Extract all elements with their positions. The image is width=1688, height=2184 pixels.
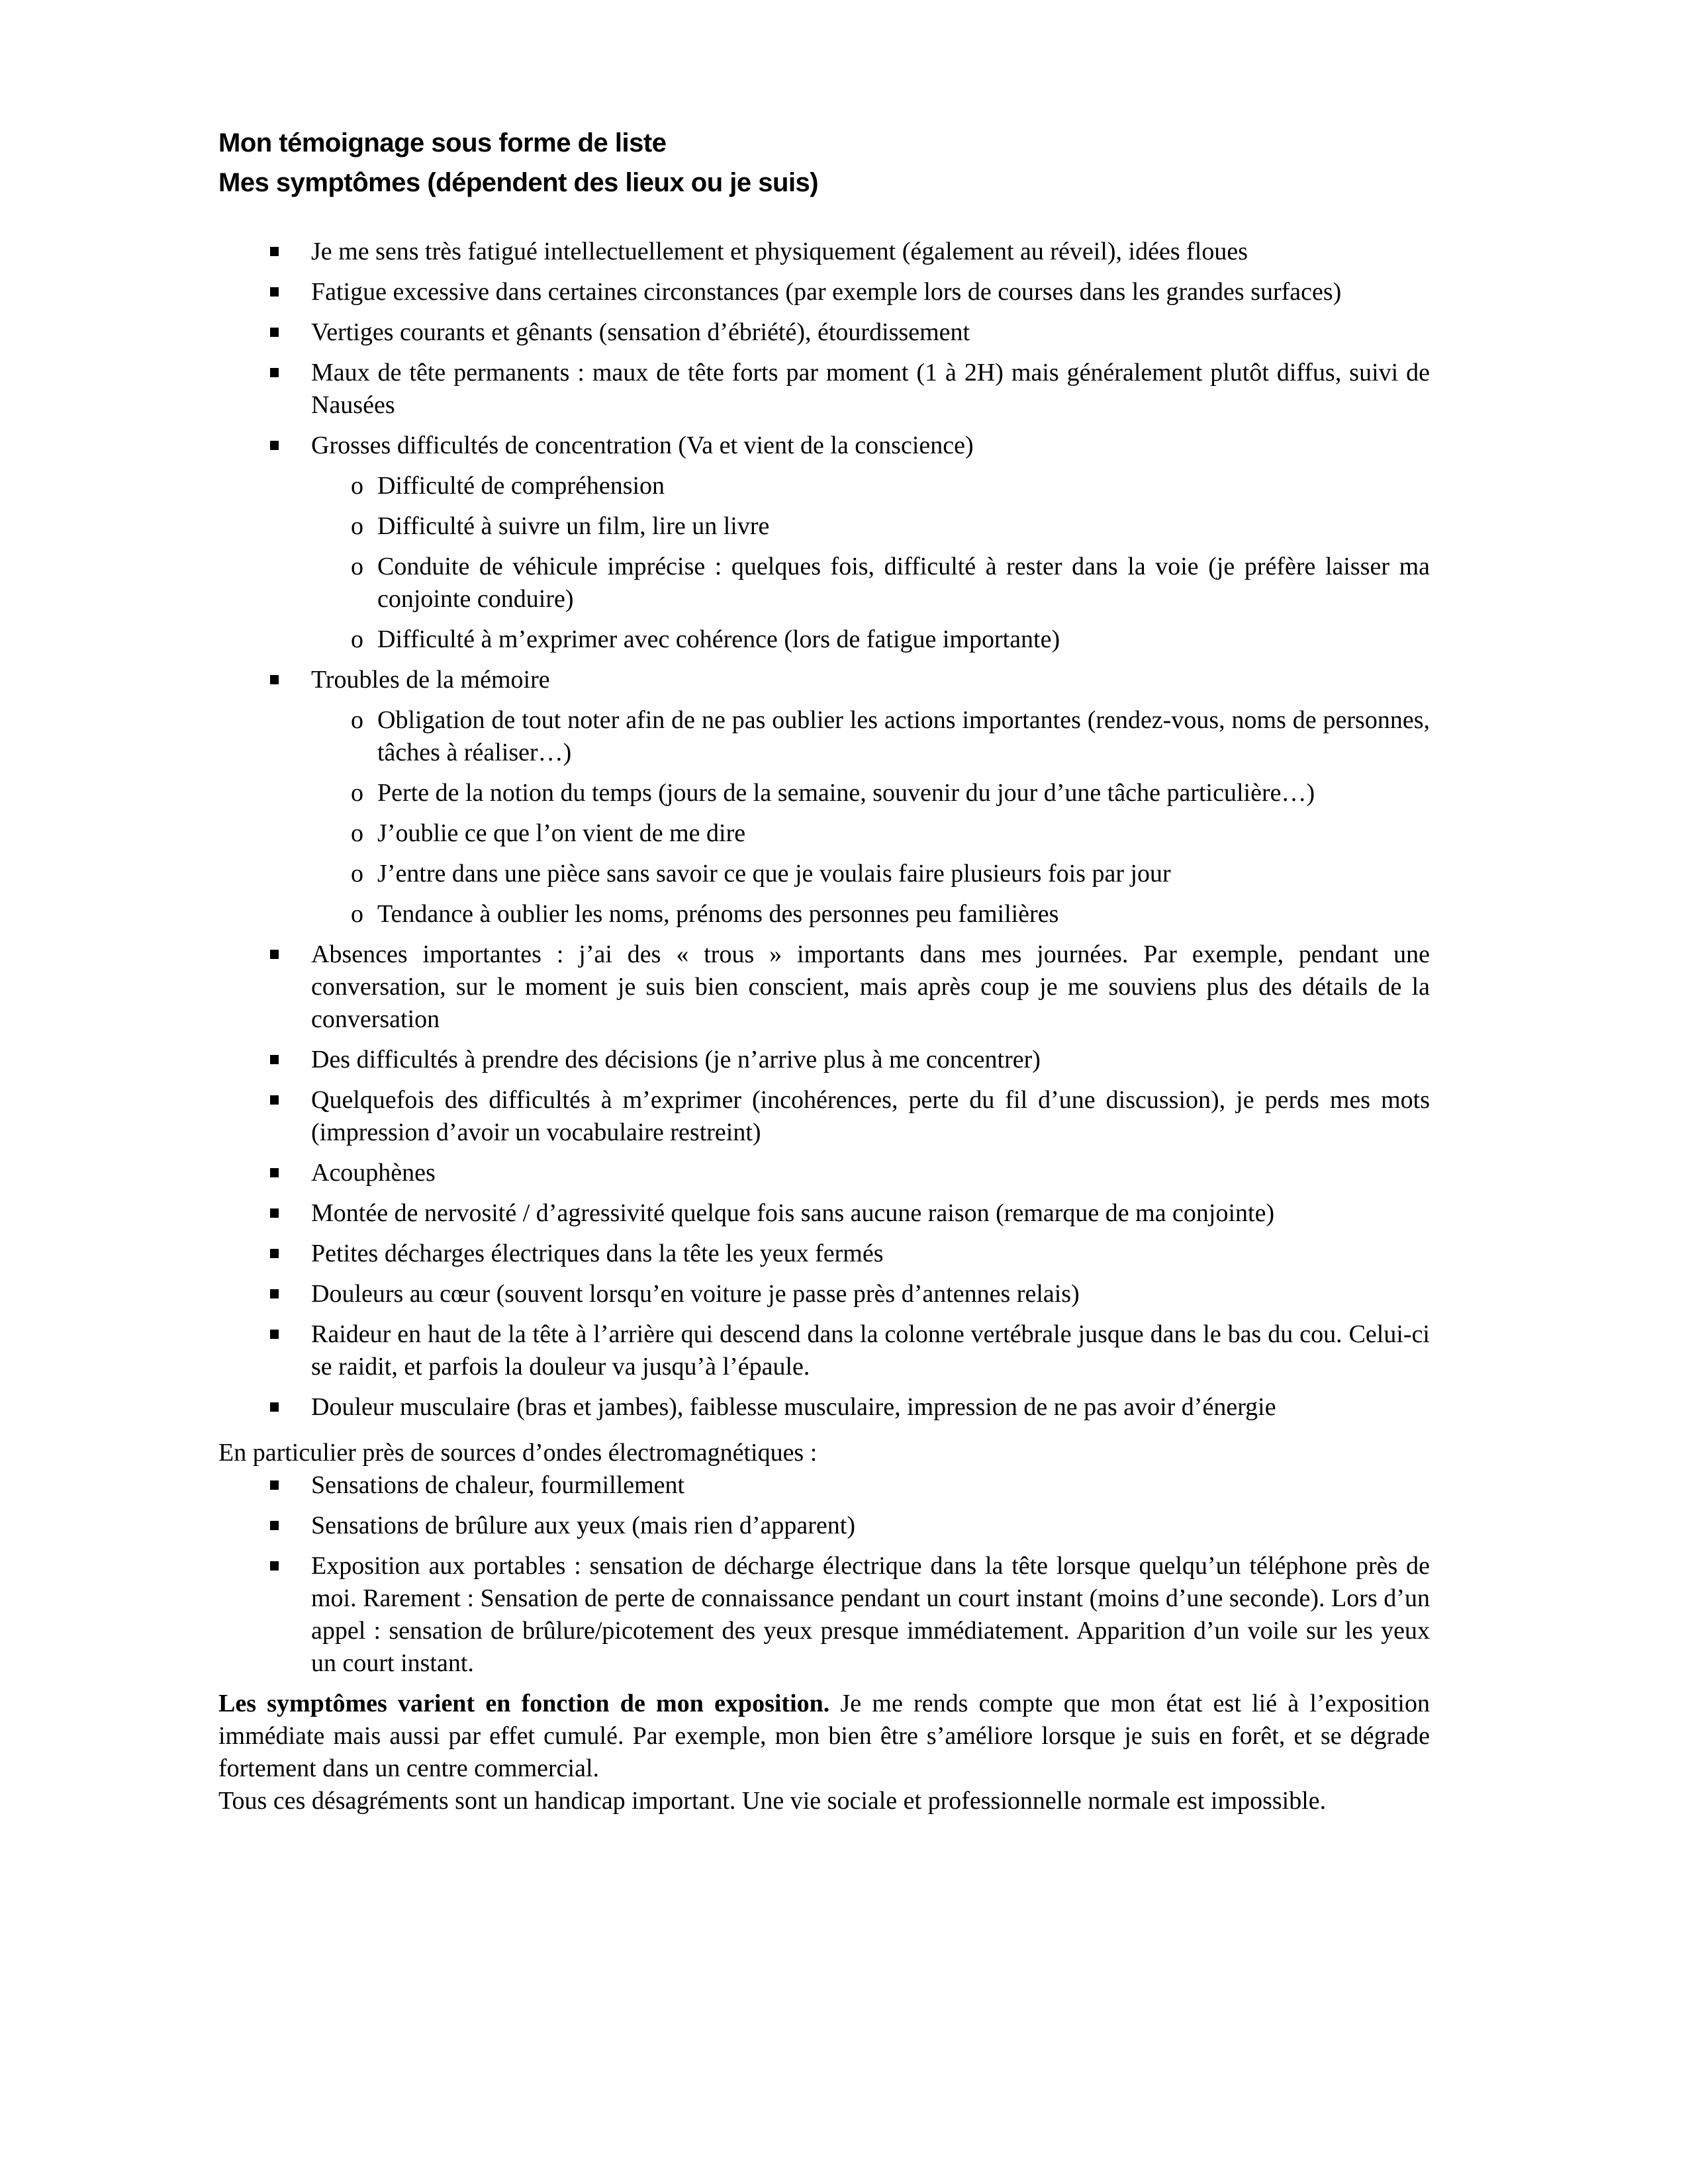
symptom-text: Fatigue excessive dans certaines circonstances (par exemple lors de courses dans les grandes surfaces): [311, 278, 1342, 306]
em-symptom-item: [218, 1510, 1430, 1542]
symptom-list: [218, 236, 1430, 1424]
symptom-text: Raideur en haut de la tête à l’arrière qui descend dans la colonne vertébrale jusque dans le bas du cou. Celui-ci se raidit, et parfois la douleur va jusqu’à l’épaule.: [311, 1320, 1430, 1381]
symptom-text: Je me sens très fatigué intellectuellement et physiquement (également au réveil), idées floues: [311, 238, 1248, 265]
sub-symptom-item: [311, 817, 1430, 850]
exposition-paragraph-text: Je me rends compte que mon état est lié à l’exposition immédiate mais aussi par effet cumulé. Par exemple, mon bien être s’améliore lorsque je suis en forêt, et se dégrade fortement dans un centre commercial.: [218, 1690, 1430, 1782]
sub-symptom-text: Obligation de tout noter afin de ne pas oublier les actions importantes (rendez-vous, noms de personnes, tâches à réaliser…): [377, 706, 1430, 766]
em-symptom-text: Exposition aux portables : sensation de décharge électrique dans la tête lorsque quelqu’un téléphone près de moi. Rarement : Sensation de perte de connaissance pendant un court instant (moins d’une seconde). Lors d’un appel : sensation de brûlure/picotement des yeux presque immédiatement. Apparition d’un voile sur les yeux un court instant.: [311, 1552, 1430, 1677]
symptom-text: Vertiges courants et gênants (sensation d’ébriété), étourdissement: [311, 318, 970, 346]
symptom-text: Acouphènes: [311, 1159, 436, 1187]
sub-symptom-text: J’entre dans une pièce sans savoir ce que je voulais faire plusieurs fois par jour: [377, 860, 1171, 887]
em-symptom-text: Sensations de brûlure aux yeux (mais rien d’apparent): [311, 1512, 856, 1539]
square-bullet-icon: [270, 1208, 279, 1218]
symptom-item: [218, 1278, 1430, 1310]
square-bullet-icon: [270, 368, 279, 377]
circle-bullet-icon: o: [351, 472, 363, 500]
symptom-item: [218, 1391, 1430, 1424]
symptom-text: Absences importantes : j’ai des « trous » importants dans mes journées. Par exemple, pendant une conversation, sur le moment je suis bien conscient, mais après coup je me souviens plus des détails de la conversation: [311, 940, 1430, 1033]
square-bullet-icon: [270, 950, 279, 959]
sub-symptom-item: [311, 704, 1430, 769]
symptom-item: [218, 316, 1430, 349]
square-bullet-icon: [270, 1561, 279, 1570]
circle-bullet-icon: o: [351, 512, 363, 540]
sub-symptom-item: [311, 551, 1430, 615]
sub-symptom-item: [311, 510, 1430, 543]
exposition-paragraph: [218, 1688, 1430, 1785]
square-bullet-icon: [270, 1521, 279, 1530]
sub-symptom-text: Tendance à oublier les noms, prénoms des personnes peu familières: [377, 900, 1059, 928]
symptom-text: Troubles de la mémoire: [311, 666, 550, 694]
sub-symptom-list: [311, 704, 1430, 931]
symptom-item: [218, 1157, 1430, 1189]
square-bullet-icon: [270, 247, 279, 256]
symptom-text: Grosses difficultés de concentration (Va et vient de la conscience): [311, 432, 974, 459]
symptom-item: [218, 1238, 1430, 1270]
square-bullet-icon: [270, 1168, 279, 1177]
sub-symptom-text: Difficulté à suivre un film, lire un livre: [377, 512, 770, 540]
symptom-text: Maux de tête permanents : maux de tête forts par moment (1 à 2H) mais généralement plutôt diffus, suivi de Nausées: [311, 359, 1430, 419]
square-bullet-icon: [270, 1289, 279, 1298]
symptom-text: Montée de nervosité / d’agressivité quelque fois sans aucune raison (remarque de ma conjointe): [311, 1199, 1275, 1227]
symptom-item: [218, 1084, 1430, 1149]
conclusion-paragraph: Tous ces désagréments sont un handicap important. Une vie sociale et professionnelle normale est impossible.: [218, 1787, 1327, 1815]
square-bullet-icon: [270, 1480, 279, 1490]
circle-bullet-icon: o: [351, 900, 363, 928]
circle-bullet-icon: o: [351, 706, 363, 734]
em-symptom-list: [218, 1469, 1430, 1680]
square-bullet-icon: [270, 441, 279, 450]
sub-symptom-text: J’oublie ce que l’on vient de me dire: [377, 819, 746, 847]
symptom-text: Douleurs au cœur (souvent lorsqu’en voiture je passe près d’antennes relais): [311, 1280, 1080, 1308]
symptoms-heading: Mes symptômes (dépendent des lieux ou je suis): [218, 168, 819, 197]
sub-symptom-text: Difficulté de compréhension: [377, 472, 665, 500]
symptom-item: [218, 664, 1430, 931]
em-symptom-item: [218, 1550, 1430, 1680]
sub-symptom-item: [311, 858, 1430, 890]
symptom-item: [218, 1044, 1430, 1076]
symptom-text: Douleur musculaire (bras et jambes), faiblesse musculaire, impression de ne pas avoir d’énergie: [311, 1393, 1276, 1421]
sub-symptom-text: Conduite de véhicule imprécise : quelques fois, difficulté à rester dans la voie (je préfère laisser ma conjointe conduire): [377, 553, 1430, 613]
square-bullet-icon: [270, 1055, 279, 1064]
circle-bullet-icon: o: [351, 553, 363, 580]
square-bullet-icon: [270, 1095, 279, 1105]
symptom-item: [218, 430, 1430, 656]
document-title: Mon témoignage sous forme de liste: [218, 128, 667, 158]
square-bullet-icon: [270, 1249, 279, 1258]
symptom-item: [218, 236, 1430, 268]
sub-symptom-item: [311, 470, 1430, 502]
circle-bullet-icon: o: [351, 625, 363, 653]
sub-symptom-item: [311, 777, 1430, 809]
em-symptom-text: Sensations de chaleur, fourmillement: [311, 1471, 685, 1499]
symptom-item: [218, 1318, 1430, 1383]
square-bullet-icon: [270, 1330, 279, 1339]
symptom-text: Quelquefois des difficultés à m’exprimer (incohérences, perte du fil d’une discussion), je perds mes mots (impression d’avoir un vocabulaire restreint): [311, 1086, 1430, 1146]
symptom-item: [218, 357, 1430, 422]
exposition-paragraph-bold: Les symptômes varient en fonction de mon exposition.: [218, 1690, 830, 1717]
sub-symptom-item: [311, 898, 1430, 931]
circle-bullet-icon: o: [351, 819, 363, 847]
sub-symptom-item: [311, 623, 1430, 656]
symptom-text: Des difficultés à prendre des décisions (je n’arrive plus à me concentrer): [311, 1046, 1041, 1073]
circle-bullet-icon: o: [351, 860, 363, 887]
sub-symptom-text: Perte de la notion du temps (jours de la semaine, souvenir du jour d’une tâche particulière…): [377, 779, 1315, 807]
document-page: [218, 123, 1430, 1817]
symptom-item: [218, 276, 1430, 308]
sub-symptom-text: Difficulté à m’exprimer avec cohérence (lors de fatigue importante): [377, 625, 1060, 653]
symptom-text: Petites décharges électriques dans la tête les yeux fermés: [311, 1240, 884, 1267]
em-symptom-item: [218, 1469, 1430, 1502]
square-bullet-icon: [270, 675, 279, 684]
square-bullet-icon: [270, 287, 279, 296]
sub-symptom-list: [311, 470, 1430, 656]
square-bullet-icon: [270, 328, 279, 337]
circle-bullet-icon: o: [351, 779, 363, 807]
em-section-intro: En particulier près de sources d’ondes électromagnétiques :: [218, 1439, 818, 1467]
symptom-item: [218, 938, 1430, 1036]
symptom-item: [218, 1197, 1430, 1230]
square-bullet-icon: [270, 1402, 279, 1412]
